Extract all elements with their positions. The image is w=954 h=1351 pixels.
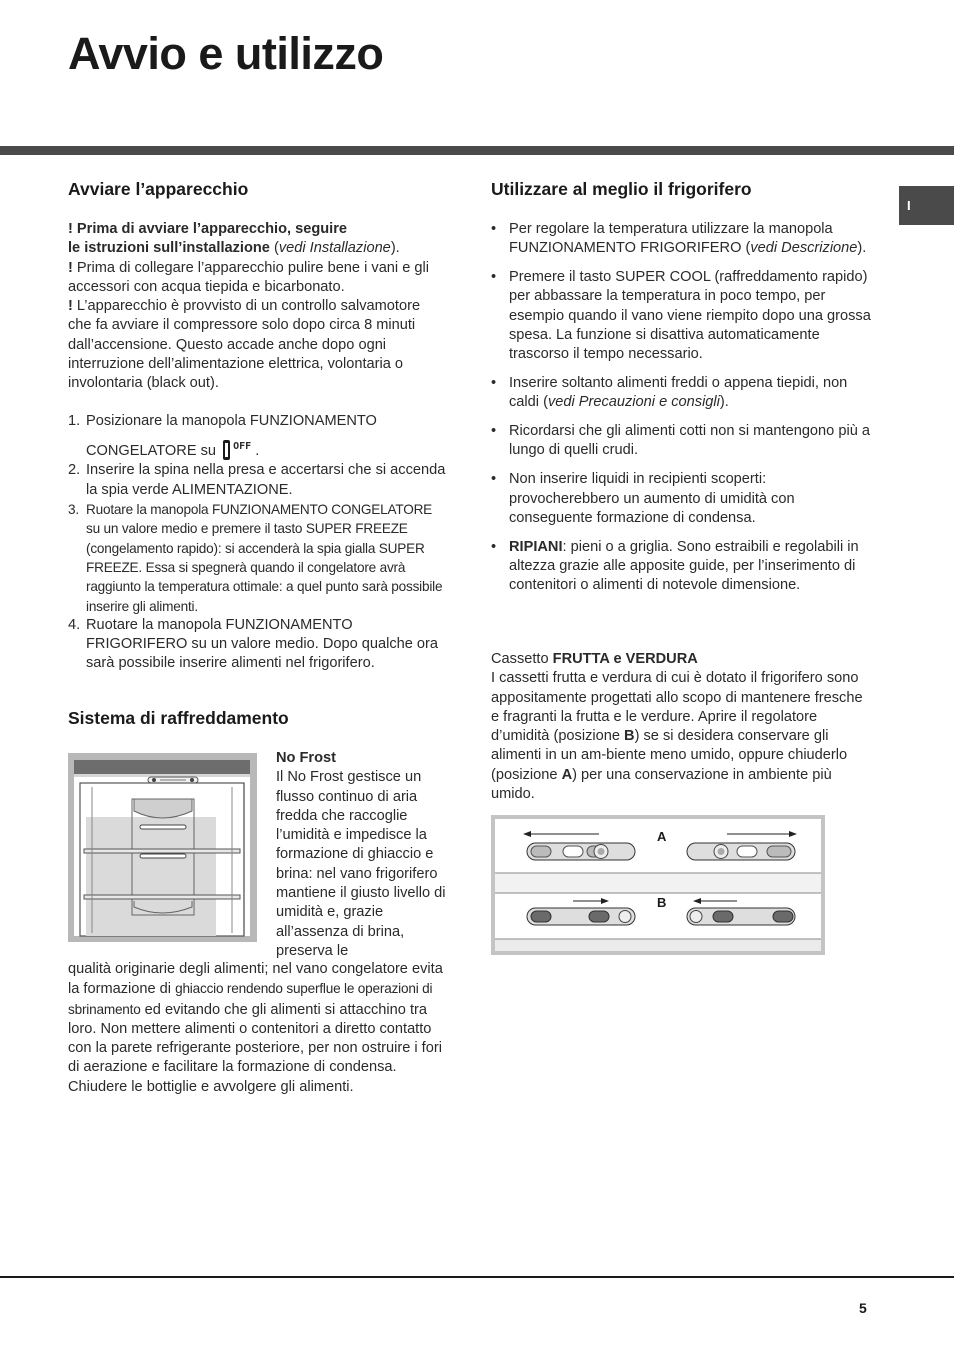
warning-3: ! L’apparecchio è provvisto di un controllo salvamotore che fa avviare il compressore solo dopo circa 8 minuti dall’accensione. Questo accade anche dopo ogni interruzione dell’alimentazione elettrica, volontaria o involontaria (black out). (68, 298, 421, 392)
tip-5: • Non inserire liquidi in recipienti scoperti: provocherebbero un aumento di umidità con conseguente formazione di condensa. (491, 470, 871, 528)
warning-2: ! Prima di collegare l’apparecchio pulire bene i vani e gli accessori con acqua tiepida e bicarbonato. (68, 259, 429, 295)
tip-1: • Per regolare la temperatura utilizzare la manopola FUNZIONAMENTO FRIGORIFERO (vedi Descrizione). (491, 220, 871, 259)
startup-steps (68, 412, 446, 674)
section-heading-avviare: Avviare l’apparecchio (68, 179, 249, 199)
nofrost-beside: No Frost Il No Frost gestisce un flusso continuo di aria fredda che raccoglie l’umidità e impedisce la formazione di ghiaccio e brina: nel vano frigorifero mantiene il giusto livello di umidità e, grazie all’assenza di brina, preserva le (276, 750, 446, 959)
warning-1: ! Prima di avviare l’apparecchio, seguire le istruzioni sull’installazione (vedi Installazione). (68, 221, 400, 257)
footer-rule (0, 1276, 954, 1278)
page-number: 5 (859, 1300, 867, 1316)
position-b-label: B (657, 895, 667, 910)
fridge-interior-icon (68, 753, 257, 942)
step-1: 1. Posizionare la manopola FUNZIONAMENTO CONGELATORE su $^{OFF}$ . (68, 413, 377, 460)
drawer-section: Cassetto FRUTTA e VERDURA I cassetti frutta e verdura di cui è dotato il frigorifero sono appositamente progettati allo scopo di mantenere fresche e fragranti la frutta e le verdure. Aprire il regolatore d’umidità (posizione B) se si desidera conservare gli alimenti in un am-biente meno umido, oppure chiuderlo (posizione A) per una conservazione in ambiente più umido. (491, 651, 863, 803)
section-heading-utilizzare: Utilizzare al meglio il frigorifero (491, 179, 752, 199)
knob-off-icon (223, 440, 230, 460)
warnings-block (68, 220, 446, 394)
tip-6: • RIPIANI: pieni o a griglia. Sono estraibili e regolabili in altezza grazie alle apposite guide, per l’inserimento di contenitori o alimenti di notevole dimensione. (491, 538, 871, 596)
header-rule (0, 146, 954, 155)
step-2: 2. Inserire la spina nella presa e accertarsi che si accenda la spia verde ALIMENTAZIONE. (68, 462, 446, 498)
page-title: Avvio e utilizzo (68, 28, 384, 79)
section-heading-raffreddamento: Sistema di raffreddamento (68, 708, 289, 728)
tips-list (491, 220, 871, 605)
position-a-label: A (657, 829, 667, 844)
fridge-illustration (68, 753, 257, 942)
step-3: 3. Ruotare la manopola FUNZIONAMENTO CONGELATORE su un valore medio e premere il tasto SUPER FREEZE (congelamento rapido): si accenderà la spia gialla SUPER FREEZE. Essa si spegnerà quando il congelatore avrà raggiunto la temperatura ottimale: a quel punto sarà possibile inserire gli alimenti. (68, 502, 443, 614)
nofrost-below: qualità originarie degli alimenti; nel vano congelatore evita la formazione di ghiaccio rendendo superflue le operazioni di sbrinamento ed evitando che gli alimenti si attacchino tra loro. Non mettere alimenti o contenitori a diretto contatto con la parete refrigerante posteriore, per non ostruire i fori di aerazione e facilitare la formazione di condensa. Chiudere le bottiglie e avvolgere gli alimenti. (68, 961, 443, 1095)
tip-2: • Premere il tasto SUPER COOL (raffreddamento rapido) per abbassare la temperatura in poco tempo, per esempio quando il vano viene riempito dopo una grossa spesa. La funzione si disattiva automaticamente trascorso il tempo necessario. (491, 268, 871, 364)
humidity-regulator-diagram (491, 815, 825, 955)
tip-4: • Ricordarsi che gli alimenti cotti non si mantengono più a lungo di quelli crudi. (491, 422, 871, 461)
step-4: 4. Ruotare la manopola FUNZIONAMENTO FRIGORIFERO su un valore medio. Dopo qualche ora sarà possibile inserire alimenti nel frigorifero. (68, 616, 439, 672)
tip-3: • Inserire soltanto alimenti freddi o appena tiepidi, non caldi (vedi Precauzioni e consigli). (491, 374, 871, 413)
language-tab: I (899, 186, 954, 225)
